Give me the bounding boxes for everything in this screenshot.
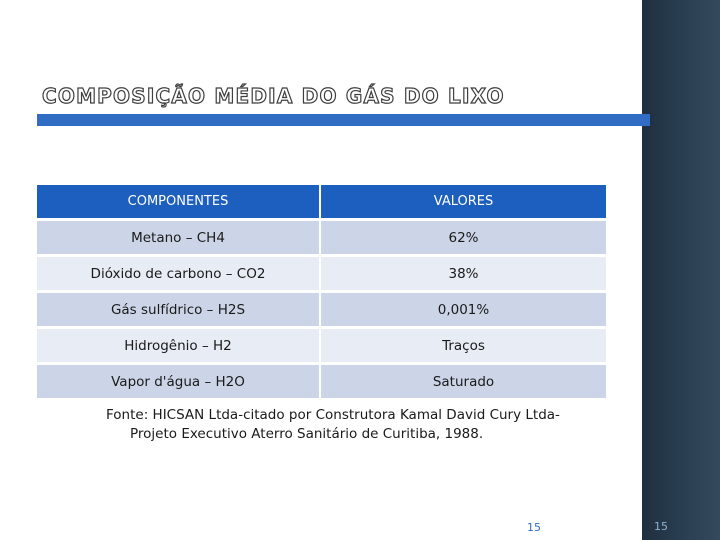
table-header-row	[37, 185, 606, 221]
slide-title: COMPOSIÇÃO MÉDIA DO GÁS DO LIXO	[42, 84, 505, 108]
header-valores: VALORES	[321, 185, 606, 221]
composition-table	[37, 185, 606, 401]
value-cell: 0,001%	[321, 293, 606, 329]
table-row	[37, 293, 606, 329]
sidebar-panel	[642, 0, 720, 540]
table-row	[37, 221, 606, 257]
source-line-1: Fonte: HICSAN Ltda-citado por Construtora Kamal David Cury Ltda-	[106, 407, 560, 423]
source-line-2: Projeto Executivo Aterro Sanitário de Curitiba, 1988.	[130, 426, 484, 442]
component-cell: Hidrogênio – H2	[37, 329, 321, 365]
sidebar-page-number: 15	[654, 520, 668, 533]
component-cell: Gás sulfídrico – H2S	[37, 293, 321, 329]
component-cell: Metano – CH4	[37, 221, 321, 257]
table-row	[37, 329, 606, 365]
page-number: 15	[527, 521, 541, 534]
source-citation	[106, 406, 606, 444]
table-row	[37, 257, 606, 293]
table-row	[37, 365, 606, 401]
value-cell: Traços	[321, 329, 606, 365]
header-componentes: COMPONENTES	[37, 185, 321, 221]
value-cell: Saturado	[321, 365, 606, 401]
value-cell: 62%	[321, 221, 606, 257]
title-underline	[37, 114, 650, 126]
value-cell: 38%	[321, 257, 606, 293]
component-cell: Vapor d'água – H2O	[37, 365, 321, 401]
component-cell: Dióxido de carbono – CO2	[37, 257, 321, 293]
